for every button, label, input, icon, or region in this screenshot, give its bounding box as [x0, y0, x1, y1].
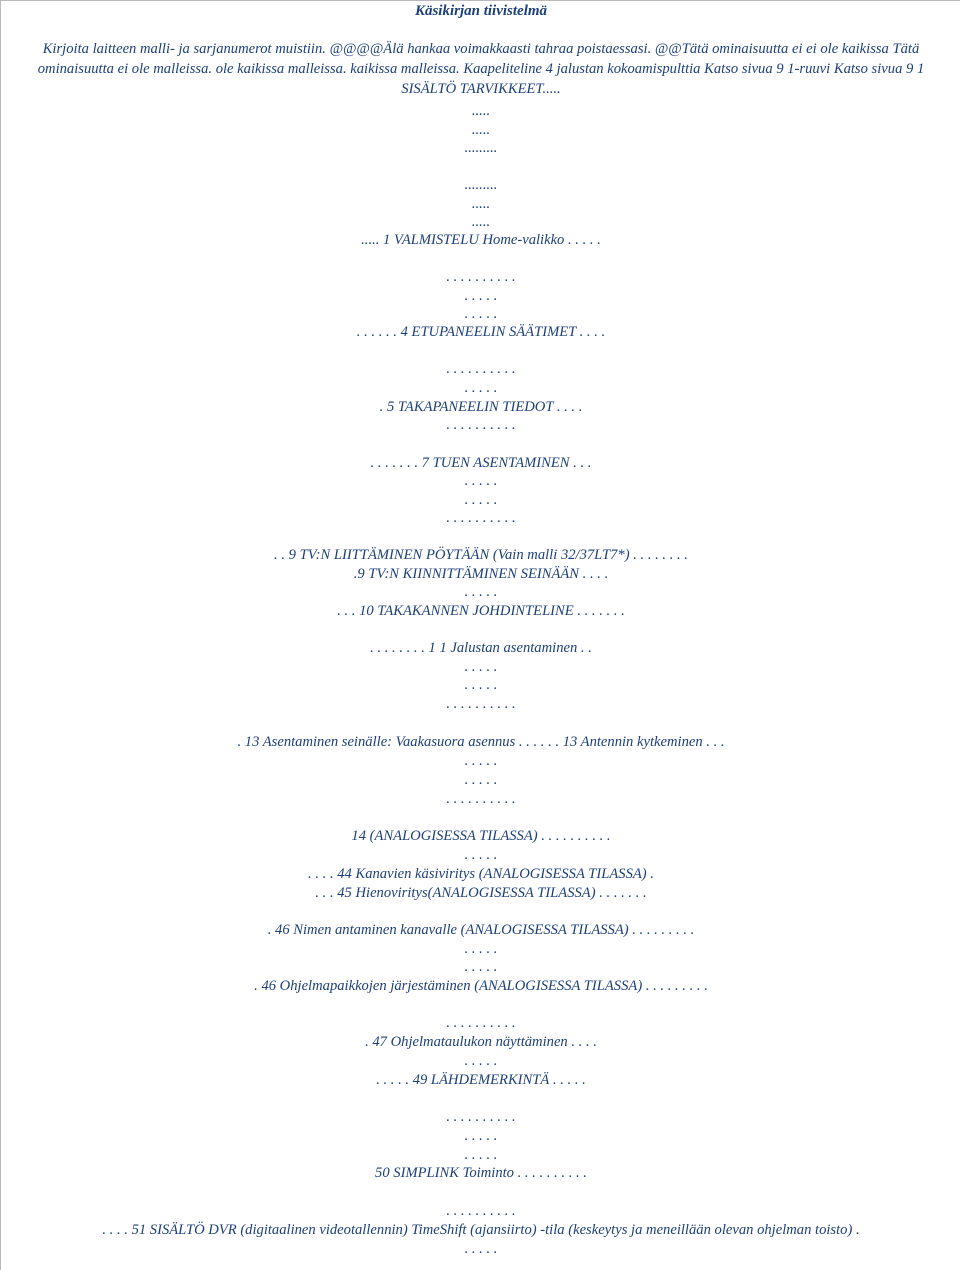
- toc-line: . . . . .: [464, 941, 498, 957]
- toc-line: . . . . .: [464, 306, 498, 322]
- toc-line: . 46 Nimen antaminen kanavalle (ANALOGISESSA TILASSA) . . . . . . . . .: [267, 922, 695, 938]
- toc-line: . . . . .: [464, 753, 498, 769]
- toc-line: . . . . . . . . . .: [446, 417, 516, 433]
- toc-line: . . . . .: [464, 677, 498, 693]
- toc-line: . . . . . . . . . .: [446, 1203, 516, 1219]
- toc-line: . . . . 44 Kanavien käsiviritys (ANALOGISESSA TILASSA) .: [308, 866, 654, 882]
- toc-line: . . . . .: [464, 847, 498, 863]
- toc-line: .........: [464, 140, 498, 156]
- toc-line: . . . . .: [464, 772, 498, 788]
- toc-line: . . 9 TV:N LIITTÄMINEN PÖYTÄÄN (Vain malli 32/37LT7*) . . . . . . . .: [274, 547, 688, 563]
- toc-line: . . . . .: [464, 1128, 498, 1144]
- toc-line: . . . . .: [464, 1241, 498, 1257]
- toc-line: . 47 Ohjelmataulukon näyttäminen . . . .: [365, 1034, 597, 1050]
- toc-line: 14 (ANALOGISESSA TILASSA) . . . . . . . . . .: [351, 828, 611, 844]
- toc-line: .....: [471, 214, 491, 230]
- toc-line: . . . . . . . . . .: [446, 1015, 516, 1031]
- toc-line: . . . . .: [464, 473, 498, 489]
- toc-line: . . . 45 Hienoviritys(ANALOGISESSA TILASSA) . . . . . . .: [315, 885, 647, 901]
- toc-line: . . . . .: [464, 1147, 498, 1163]
- toc-line: . . . . . . 4 ETUPANEELIN SÄÄTIMET . . . .: [356, 324, 606, 340]
- toc-line: . . . . . . . . 1 1 Jalustan asentaminen . .: [370, 640, 592, 656]
- toc-line: .........: [464, 177, 498, 193]
- toc-line: . . . . . . . . . .: [446, 510, 516, 526]
- toc-line: .....: [471, 103, 491, 119]
- toc-line: . . . . . . . . . .: [446, 791, 516, 807]
- toc-line: . . . 10 TAKAKANNEN JOHDINTELINE . . . . . . .: [337, 603, 625, 619]
- toc-line: . . . . . . . . . .: [446, 696, 516, 712]
- toc-line: . 5 TAKAPANEELIN TIEDOT . . . .: [379, 399, 583, 415]
- toc-line: . 13 Asentaminen seinälle: Vaakasuora asennus . . . . . . 13 Antennin kytkeminen . . .: [237, 734, 725, 750]
- toc-line: . . . . . . . . . .: [446, 1109, 516, 1125]
- toc-line: . . . . .: [464, 492, 498, 508]
- toc-line: . . . . .: [464, 959, 498, 975]
- toc-line: .....: [471, 196, 491, 212]
- intro-paragraph: Kirjoita laitteen malli- ja sarjanumerot muistiin. @@@@Älä hankaa voimakkaasti tahraa poistaessasi. @@Tätä ominaisuutta ei ei ole kaikissa Tätä ominaisuutta ei ole malleissa. ole kaikissa malleissa. kaikissa malleissa. Kaapeliteline 4 jalustan kokoamispulttia Katso sivua 9 1-ruuvi Katso sivua 9 1 SISÄLTÖ TARVIKKEET.....: [37, 41, 925, 97]
- toc-line: .9 TV:N KIINNITTÄMINEN SEINÄÄN . . . .: [353, 566, 609, 582]
- toc-line: . 46 Ohjelmapaikkojen järjestäminen (ANALOGISESSA TILASSA) . . . . . . . . .: [254, 978, 708, 994]
- toc-line: . . . . .: [464, 1053, 498, 1069]
- toc-line: . . . . . . . . . .: [446, 269, 516, 285]
- toc-line: ..... 1 VALMISTELU Home-valikko . . . . .: [361, 232, 601, 248]
- toc-line: . . . . . . . . . .: [446, 361, 516, 377]
- page-title: Käsikirjan tiivistelmä: [414, 3, 548, 19]
- toc-line: 50 SIMPLINK Toiminto . . . . . . . . . .: [375, 1165, 587, 1181]
- toc-line: . . . . .: [464, 288, 498, 304]
- toc-line: . . . . 51 SISÄLTÖ DVR (digitaalinen videotallennin) TimeShift (ajansiirto) -tila (keskeytys ja meneillään olevan ohjelman toisto) .: [102, 1222, 860, 1238]
- toc-line: . . . . . . . 7 TUEN ASENTAMINEN . . .: [370, 455, 592, 471]
- toc-line: . . . . .: [464, 380, 498, 396]
- toc-line: . . . . .: [464, 584, 498, 600]
- toc-line: .....: [471, 122, 491, 138]
- toc-line: . . . . .: [464, 659, 498, 675]
- toc-line: . . . . . 49 LÄHDEMERKINTÄ . . . . .: [376, 1072, 586, 1088]
